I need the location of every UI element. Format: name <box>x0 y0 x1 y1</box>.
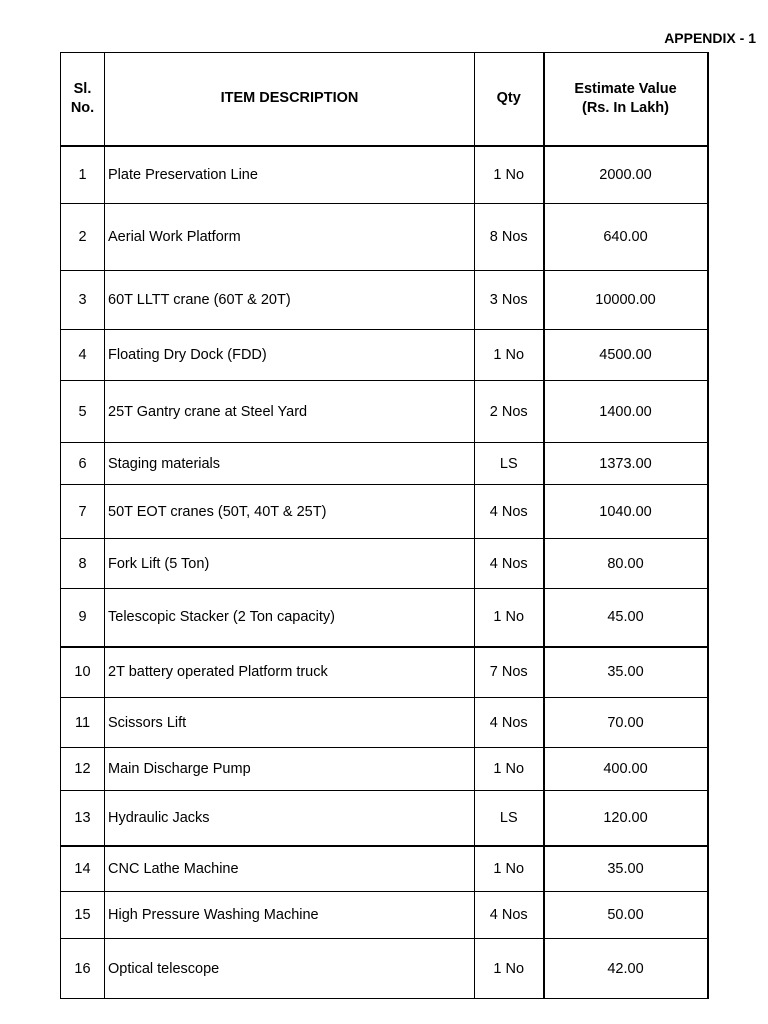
cell-description: Telescopic Stacker (2 Ton capacity) <box>105 589 475 647</box>
cell-description: Aerial Work Platform <box>105 204 475 271</box>
cell-sl: 14 <box>61 846 105 892</box>
cell-sl: 3 <box>61 271 105 330</box>
cell-qty: 1 No <box>475 748 544 791</box>
cell-sl: 2 <box>61 204 105 271</box>
cell-value: 35.00 <box>544 846 708 892</box>
cell-sl: 9 <box>61 589 105 647</box>
table-row <box>61 271 708 330</box>
cell-sl: 11 <box>61 698 105 748</box>
cell-qty: 4 Nos <box>475 892 544 939</box>
cell-value: 640.00 <box>544 204 708 271</box>
cell-description: 60T LLTT crane (60T & 20T) <box>105 271 475 330</box>
cell-qty: 8 Nos <box>475 204 544 271</box>
cell-sl: 10 <box>61 647 105 698</box>
table-row <box>61 892 708 939</box>
cell-qty: 3 Nos <box>475 271 544 330</box>
table-row <box>61 791 708 846</box>
table-row <box>61 589 708 647</box>
cell-sl: 13 <box>61 791 105 846</box>
cell-value: 120.00 <box>544 791 708 846</box>
cell-value: 400.00 <box>544 748 708 791</box>
cell-description: Plate Preservation Line <box>105 146 475 204</box>
table-row <box>61 748 708 791</box>
cell-qty: 4 Nos <box>475 485 544 539</box>
table-row <box>61 443 708 485</box>
cell-qty: 4 Nos <box>475 539 544 589</box>
header-sl-no <box>61 53 105 146</box>
cell-sl: 1 <box>61 146 105 204</box>
header-estimate-value <box>544 53 708 146</box>
cell-value: 70.00 <box>544 698 708 748</box>
cell-qty: 1 No <box>475 939 544 999</box>
cell-sl: 7 <box>61 485 105 539</box>
cell-qty: LS <box>475 443 544 485</box>
table-row <box>61 698 708 748</box>
cell-description: Hydraulic Jacks <box>105 791 475 846</box>
cell-value: 2000.00 <box>544 146 708 204</box>
header-val-line1: Estimate Value <box>574 80 677 97</box>
cell-qty: 4 Nos <box>475 698 544 748</box>
cell-sl: 6 <box>61 443 105 485</box>
header-val-line2: (Rs. In Lakh) <box>581 99 669 116</box>
cell-sl: 8 <box>61 539 105 589</box>
cell-value: 1373.00 <box>544 443 708 485</box>
cell-qty: 1 No <box>475 846 544 892</box>
cell-value: 45.00 <box>544 589 708 647</box>
cell-description: CNC Lathe Machine <box>105 846 475 892</box>
cell-description: 50T EOT cranes (50T, 40T & 25T) <box>105 485 475 539</box>
cell-sl: 15 <box>61 892 105 939</box>
cell-description: 2T battery operated Platform truck <box>105 647 475 698</box>
cell-description: 25T Gantry crane at Steel Yard <box>105 381 475 443</box>
table-row <box>61 381 708 443</box>
header-qty: Qty <box>475 53 544 146</box>
cell-sl: 12 <box>61 748 105 791</box>
table-row <box>61 330 708 381</box>
cell-description: Fork Lift (5 Ton) <box>105 539 475 589</box>
header-item-description: ITEM DESCRIPTION <box>105 53 475 146</box>
table-row <box>61 539 708 589</box>
cell-sl: 4 <box>61 330 105 381</box>
cell-value: 42.00 <box>544 939 708 999</box>
cell-value: 50.00 <box>544 892 708 939</box>
table-row <box>61 485 708 539</box>
cell-description: Floating Dry Dock (FDD) <box>105 330 475 381</box>
table-row <box>61 146 708 204</box>
cell-description: Scissors Lift <box>105 698 475 748</box>
header-row <box>61 53 708 146</box>
cell-value: 10000.00 <box>544 271 708 330</box>
items-table <box>60 52 709 999</box>
appendix-label: APPENDIX - 1 <box>664 30 756 46</box>
cell-value: 80.00 <box>544 539 708 589</box>
cell-description: Optical telescope <box>105 939 475 999</box>
table-row <box>61 647 708 698</box>
cell-sl: 16 <box>61 939 105 999</box>
cell-qty: 1 No <box>475 589 544 647</box>
cell-value: 35.00 <box>544 647 708 698</box>
cell-value: 4500.00 <box>544 330 708 381</box>
cell-qty: 1 No <box>475 146 544 204</box>
cell-description: High Pressure Washing Machine <box>105 892 475 939</box>
cell-qty: 2 Nos <box>475 381 544 443</box>
header-sl-line2: No. <box>70 99 95 116</box>
table-row <box>61 939 708 999</box>
cell-description: Main Discharge Pump <box>105 748 475 791</box>
cell-value: 1400.00 <box>544 381 708 443</box>
cell-qty: LS <box>475 791 544 846</box>
cell-description: Staging materials <box>105 443 475 485</box>
cell-qty: 7 Nos <box>475 647 544 698</box>
cell-sl: 5 <box>61 381 105 443</box>
header-sl-line1: Sl. <box>73 80 92 97</box>
cell-qty: 1 No <box>475 330 544 381</box>
table-row <box>61 204 708 271</box>
table-row <box>61 846 708 892</box>
cell-value: 1040.00 <box>544 485 708 539</box>
